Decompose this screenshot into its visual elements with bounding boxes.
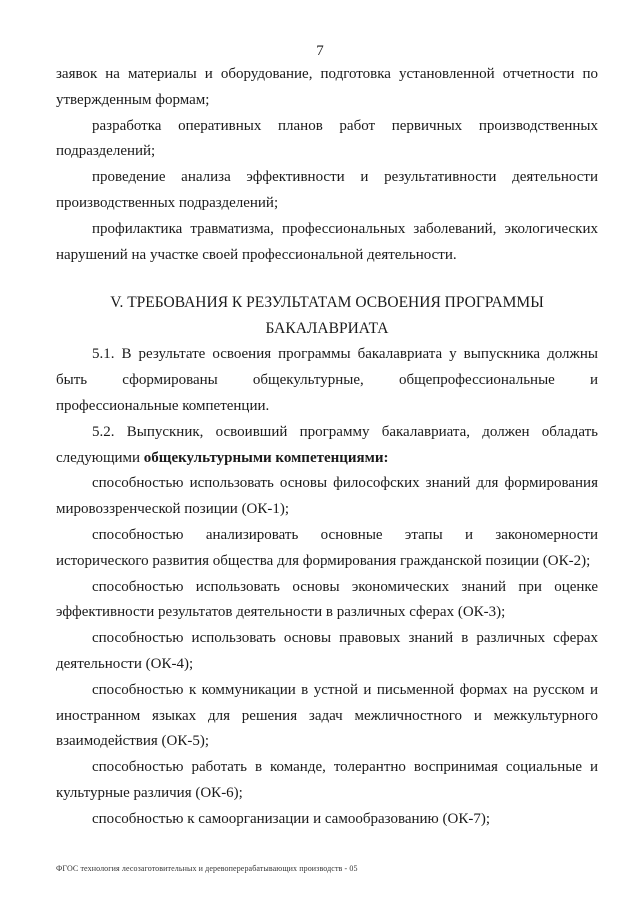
paragraph: заявок на материалы и оборудование, подготовка установленной отчетности по утвержденным формам; [56, 66, 598, 108]
competency-item: способностью к самоорганизации и самообразованию (ОК-7); [92, 810, 491, 827]
paragraph-5-2 [56, 420, 598, 472]
competency-item: способностью анализировать основные этапы и закономерности исторического развития общества для формирования гражданской позиции (ОК-2); [56, 526, 598, 569]
section-heading-line-2: БАКАЛАВРИАТА [265, 320, 389, 338]
document-body [56, 62, 598, 833]
competency-item: способностью работать в команде, толерантно воспринимая социальные и культурные различия (ОК-6); [56, 759, 598, 801]
page-footer: ФГОС технология лесозаготовительных и деревоперерабатывающих производств - 05 [56, 864, 358, 873]
section-heading-line-1: V. ТРЕБОВАНИЯ К РЕЗУЛЬТАТАМ ОСВОЕНИЯ ПРОГРАММЫ [110, 294, 544, 312]
section-heading [56, 290, 598, 342]
competency-item: способностью использовать основы экономических знаний при оценке эффективности результатов деятельности в различных сферах (ОК-3); [56, 578, 598, 621]
competency-item: способностью использовать основы правовых знаний в различных сферах деятельности (ОК-4); [56, 630, 598, 672]
paragraph-5-2-bold: общекультурными компетенциями: [143, 449, 389, 466]
competency-item: способностью к коммуникации в устной и письменной формах на русском и иностранном языках для решения задач межличностного и межкультурного взаимодействия (ОК-5); [56, 681, 598, 750]
paragraph: проведение анализа эффективности и результативности деятельности производственных подразделений; [56, 169, 598, 211]
page-number: 7 [316, 43, 324, 59]
paragraph: разработка оперативных планов работ первичных производственных подразделений; [56, 117, 598, 160]
paragraph-5-1: 5.1. В результате освоения программы бакалавриата у выпускника должны быть сформированы общекультурные, общепрофессиональные и профессиональные компетенции. [56, 346, 598, 414]
paragraph: профилактика травматизма, профессиональных заболеваний, экологических нарушений на участке своей профессиональной деятельности. [56, 220, 598, 263]
paragraph-5-2-lead: 5.2. Выпускник, освоивший программу бакалавриата, должен обладать следующими [56, 423, 598, 466]
competency-item: способностью использовать основы философских знаний для формирования мировоззренческой позиции (ОК-1); [56, 475, 598, 518]
